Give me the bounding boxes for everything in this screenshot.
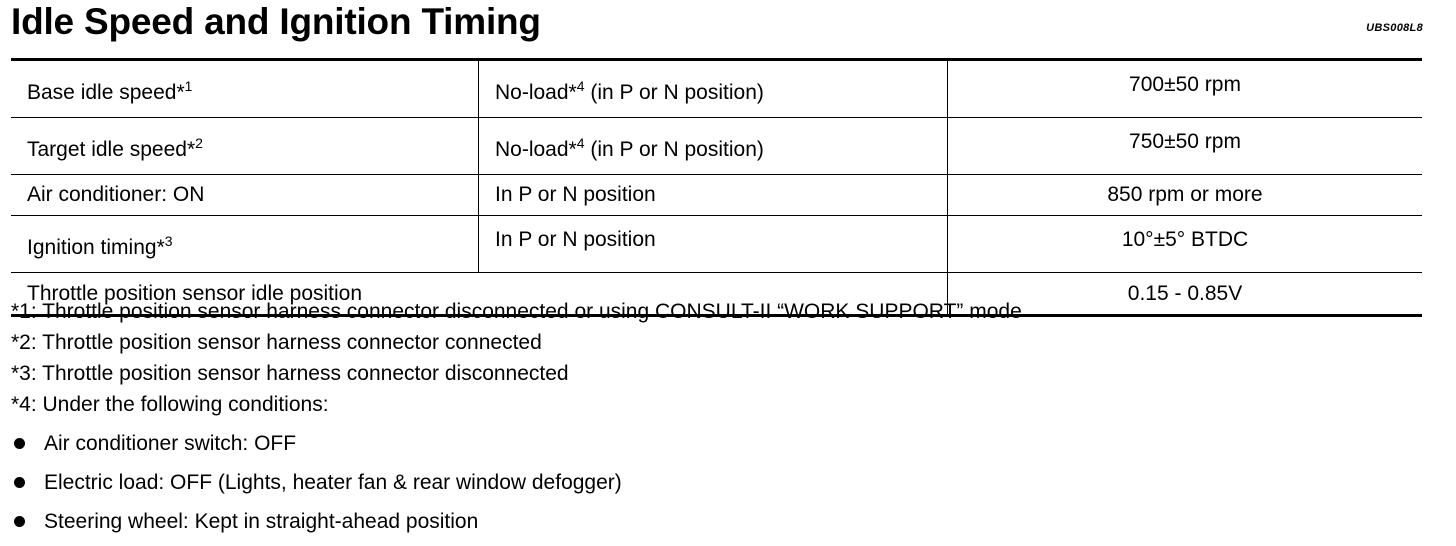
footnotes — [11, 296, 1022, 420]
bullet-icon — [14, 477, 25, 488]
footnote-marker: 4 — [576, 135, 585, 151]
footnote-marker: 3 — [164, 233, 173, 249]
footnote: *3: Throttle position sensor harness connector disconnected — [11, 362, 569, 385]
footnote: *4: Under the following conditions: — [11, 393, 329, 416]
row-item — [11, 216, 479, 273]
table-row — [11, 175, 1422, 216]
row-item — [11, 60, 479, 118]
document-code: UBS008L8 — [1366, 22, 1423, 34]
row-value: 700±50 rpm — [948, 60, 1423, 118]
condition-label: No-load* — [495, 138, 577, 161]
row-condition: In P or N position — [479, 216, 948, 273]
footnote-marker: 1 — [184, 78, 193, 94]
list-item — [11, 463, 622, 502]
bullet-icon — [14, 516, 25, 527]
footnote-marker: 2 — [195, 135, 203, 151]
row-value: 10°±5° BTDC — [948, 216, 1423, 273]
list-item — [11, 502, 622, 541]
table-row — [11, 118, 1422, 175]
footnote-marker: 4 — [576, 78, 585, 94]
list-item-text: Air conditioner switch: OFF — [44, 431, 297, 455]
row-value: 850 rpm or more — [948, 175, 1423, 216]
list-item-text: Electric load: OFF (Lights, heater fan & rear window defogger) — [44, 470, 622, 494]
spec-table — [11, 58, 1422, 317]
table-row — [11, 216, 1422, 273]
item-label: Base idle speed* — [27, 81, 185, 104]
condition-list — [11, 424, 622, 541]
row-value: 0.15 - 0.85V — [948, 273, 1423, 316]
row-item — [11, 118, 479, 175]
row-value: 750±50 rpm — [948, 118, 1423, 175]
condition-label: No-load* — [495, 81, 577, 104]
row-condition — [479, 60, 948, 118]
table-row — [11, 60, 1422, 118]
row-item: Air conditioner: ON — [11, 175, 479, 216]
footnote: *2: Throttle position sensor harness connector connected — [11, 331, 542, 354]
item-label: Ignition timing* — [27, 236, 165, 259]
item-label: Target idle speed* — [27, 138, 196, 161]
bullet-icon — [14, 438, 25, 449]
condition-tail: (in P or N position) — [584, 81, 764, 104]
list-item-text: Steering wheel: Kept in straight-ahead position — [44, 509, 479, 533]
condition-tail: (in P or N position) — [584, 138, 764, 161]
page-title: Idle Speed and Ignition Timing — [11, 1, 541, 42]
row-item: Throttle position sensor idle position — [11, 273, 948, 316]
row-condition: In P or N position — [479, 175, 948, 216]
footnote: *1: Throttle position sensor harness connector disconnected or using CONSULT-II “WORK SUPPORT” mode — [11, 300, 1022, 323]
row-condition — [479, 118, 948, 175]
list-item — [11, 424, 622, 463]
